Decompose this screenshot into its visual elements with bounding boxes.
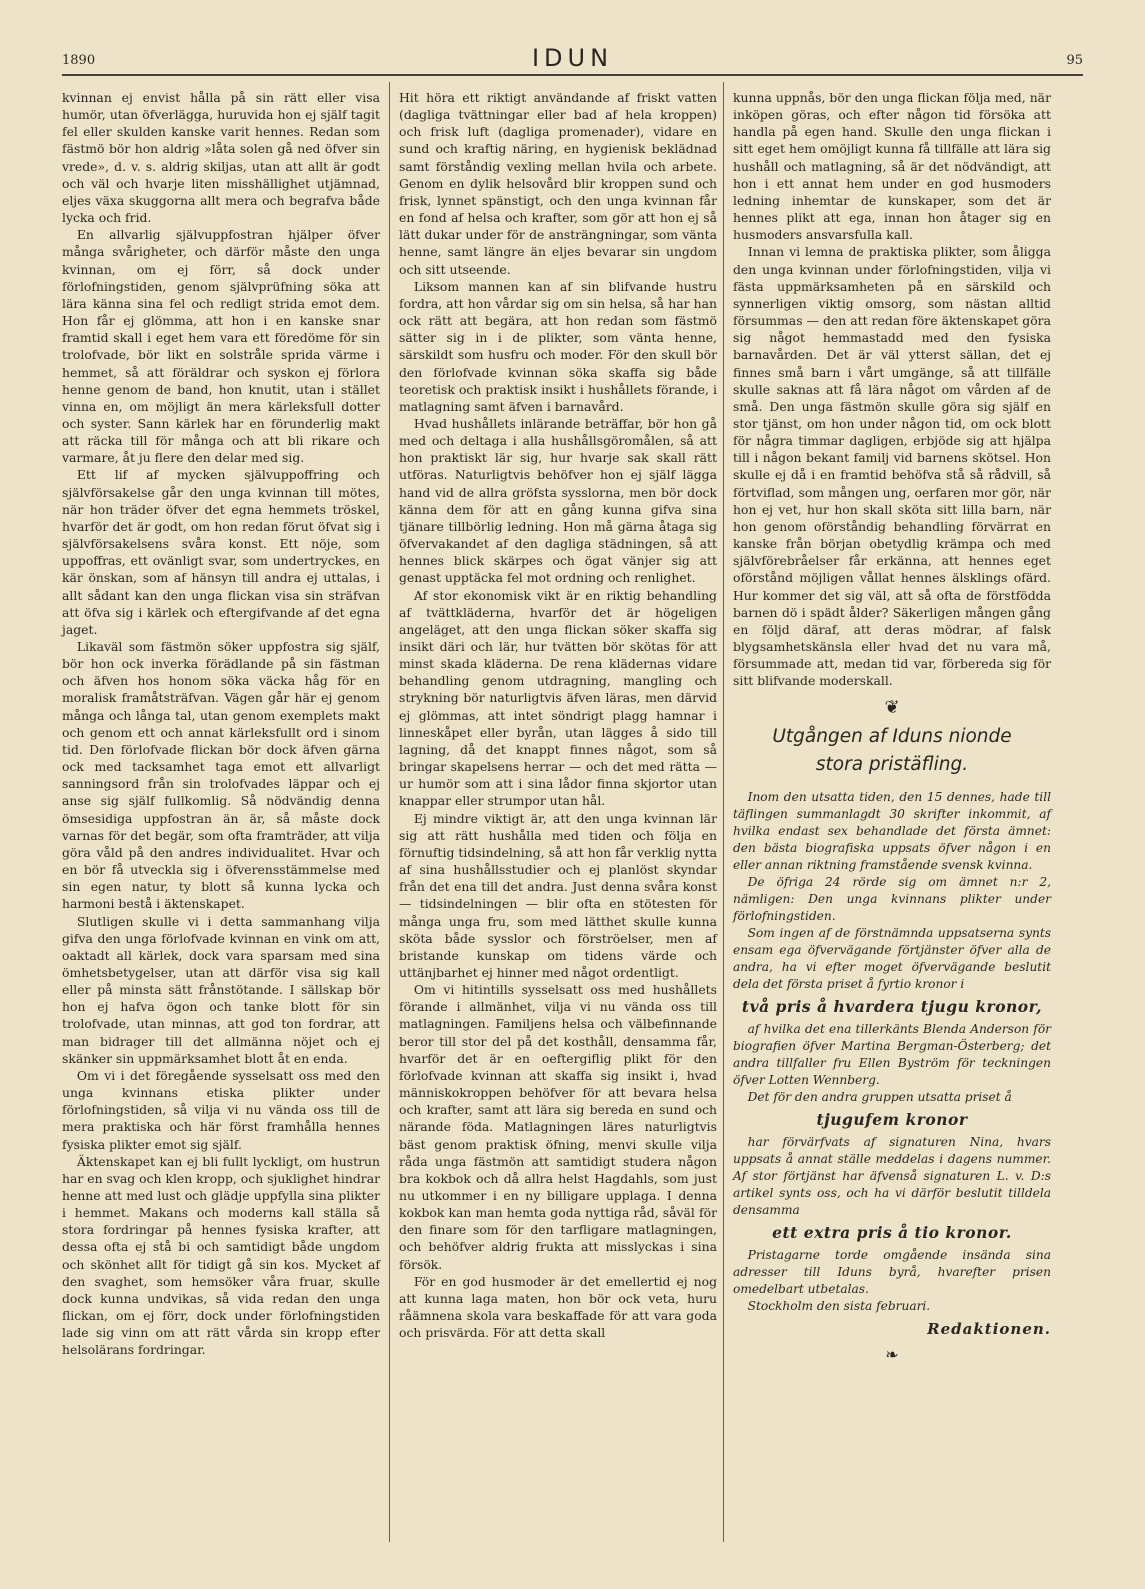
column-3 xyxy=(733,89,1051,1363)
notice-paragraph: har förvärfvats af signaturen Nina, hvars uppsats å annat ställe meddelas i dagens nummer. Af stor förtjänst har äfvenså signaturen L. v. D:s artikel synts oss, och ha vi därför beslutit tilldela densamma xyxy=(733,1134,1051,1217)
paragraph: Äktenskapet kan ej bli fullt lyckligt, om hustrun har en svag och klen kropp, och sjuklighet hindrar henne att med lust och glädje uppfylla sina plikter i hemmet. Makans och moderns kall ställa så stora fordringar på hennes fysiska krafter, att dessa ofta ej stå bi och samtidigt både ungdom och skönhet allt för tidigt gå sin kos. Mycket af den svaghet, som hemsöker våra fruar, skulle dock kunna undvikas, så vida redan den unga flickan, om ej förr, dock under förlofningstiden lade sig vinn om att rätt vårda sin kropp efter helsolärans fordringar. xyxy=(62,1153,380,1358)
notice-paragraph: Som ingen af de förstnämnda uppsatserna synts ensam ega öfvervägande förtjänster öfver alla de andra, ha vi efter moget öfvervägande beslutit dela det första priset å fyrtio kronor i xyxy=(733,925,1051,991)
paragraph: kvinnan ej envist hålla på sin rätt eller visa humör, utan öfverlägga, huruvida hon ej själf tagit fel eller skulden kanske varit hennes. Redan som fästmö bör hon aldrig »låta solen gå ned öfver sin vrede», d. v. s. aldrig skiljas, utan att allt är godt och väl och hvarje liten misshällighet utjämnad, eljes växa skuggorna allt mera och begrafva både lycka och frid. xyxy=(62,90,380,226)
notice-paragraph: Pristagarne torde omgående insända sina adresser till Iduns byrå, hvarefter prisen omedelbart utbetalas. xyxy=(733,1247,1051,1296)
paragraph: För en god husmoder är det emellertid ej nog att kunna laga maten, hon bör ock veta, huru råämnena skola vara beskaffade för att vara goda och prisvärda. För att detta skall xyxy=(399,1273,717,1341)
notice-title-line-2: stora pristäfling. xyxy=(815,753,969,775)
paragraph: Slutligen skulle vi i detta sammanhang vilja gifva den unga förlofvade kvinnan en vink om att, oaktadt all kärlek, dock vara sparsam med sina ömhetsbetygelser, utan att därför visa sig kall eller på minsta sätt frånstötande. I sällskap bör hon ej hafva ögon och tanke blott för sin trolofvade, utan minnas, att god ton fordrar, att man bidrager till det allmänna nöjet och ej skänker sin uppmärksamhet blott åt en enda. xyxy=(62,913,380,1066)
notice-paragraph: af hvilka det ena tillerkänts Blenda Anderson för biografien öfver Martina Bergman-Österberg; det andra tillfaller fru Ellen Byström för teckningen öfver Lotten Wennberg. xyxy=(733,1021,1051,1087)
paragraph: Liksom mannen kan af sin blifvande hustru fordra, att hon vårdar sig om sin helsa, så har han ock rätt att begära, att hon redan som fästmö sätter sig in i de plikter, som vänta henne, särskildt som husfru och moder. För den skull bör den förlofvade kvinnan söka skaffa sig både teoretisk och praktisk insikt i hushållets förande, i matlagning samt äfven i barnavård. xyxy=(399,278,717,414)
notice-paragraph: Det för den andra gruppen utsatta priset å xyxy=(747,1089,1012,1104)
page-number: 95 xyxy=(1066,53,1083,68)
paragraph: Af stor ekonomisk vikt är en riktig behandling af tvättkläderna, hvarför det är högeligen angeläget, att den unga flickan söker skaffa sig insikt däri och lär, hur tvätten bör skötas för att minst skada kläderna. De rena klädernas vidare behandling genom utdragning, mangling och strykning bör naturligtvis äfven läras, men därvid ej glömmas, att intet söndrigt plagg hamnar i linneskåpet eller byrån, utan lägges å sido till lagning, då det knappt finnes något, som så bringar skapelsens herrar — och det med rätta — ur humör som att i sina lådor finna skjortor utan knappar eller strumpor utan hål. xyxy=(399,587,717,809)
prize-amount: två pris å hvardera tjugu kronor, xyxy=(741,996,1043,1016)
paragraph: Ett lif af mycken självuppoffring och självförsakelse går den unga kvinnan till mötes, när hon träder öfver det egna hemmets tröskel, hvarför det är godt, om hon redan förut öfvat sig i självförsakelsens svåra konst. Ett nöje, som uppoffras, ett ovänligt svar, som undertryckes, en kär önskan, som af hänsyn till andra ej uttalas, i allt sådant kan den unga flickan visa sin sträfvan att öfva sig i kärlek och eftergifvande af det egna jaget. xyxy=(62,467,380,637)
prize-notice xyxy=(733,723,1051,1338)
notice-place-date: Stockholm den sista februari. xyxy=(747,1298,931,1313)
prize-amount: ett extra pris å tio kronor. xyxy=(772,1222,1012,1242)
paragraph: kunna uppnås, bör den unga flickan följa med, när inköpen göras, och efter någon tid försöka att handla på egen hand. Skulle den unga flickan i sitt eget hem omöjligt kunna få tillfälle att lära sig hushåll och matlagning, så är det nödvändigt, att hon i ett annat hem under en god husmoders ledning inhemtar de kunskaper, som det är hennes plikt att ega, innan hon åtager sig en husmoders ansvarsfulla kall. xyxy=(733,90,1051,243)
page-year: 1890 xyxy=(62,53,96,68)
paragraph: En allvarlig självuppfostran hjälper öfver många svårigheter, och därför måste den unga kvinnan, om ej förr, så dock under förlofningstiden, genom självprüfning söka att lära känna sina fel och redligt strida emot dem. Hon får ej glömma, att hon i en kanske snar framtid skall i eget hem vara ett föredöme för sin trolofvade, bör likt en solstråle sprida värme i hemmet, så att föräldrar och syskon ej förlora henne genom de band, hon knutit, utan i stället vinna en, om möjligt än mera kärleksfull dotter och syster. Sann kärlek har en förunderlig makt att räcka till för många och att bli rikare och varmare, åt ju flere den delar med sig. xyxy=(62,227,380,466)
notice-paragraph: Inom den utsatta tiden, den 15 dennes, hade till täflingen summanlagdt 30 skrifter inkommit, af hvilka endast sex behandlade det första ämnet: den bästa biografiska uppsats öfver någon i en eller annan riktning framstående svensk kvinna. xyxy=(733,789,1051,872)
paragraph: Om vi hitintills sysselsatt oss med hushållets förande i allmänhet, vilja vi nu vända oss till matlagningen. Familjens helsa och välbefinnande beror till stor del på det kosthåll, densamma får, hvarför det är en oeftergiflig plikt för den förlofvade kvinnan att skaffa sig insikt i, hvad människokroppen behöfver för att bevara helsa och krafter, samt att lära sig bereda en sund och närande föda. Matlagningen läres naturligtvis bäst genom praktisk öfning, menvi skulle vilja råda unga fästmön att samtidigt studera någon bra kokbok och då allra helst Hagdahls, som just nu utkommer i en ny billigare upplaga. I denna kokbok kan man hemta goda nyttiga råd, såväl för den finare som för den tarfligare matlagningen, och behöfver aldrig frukta att misslyckas i sina försök. xyxy=(399,982,717,1272)
paragraph: Hit höra ett riktigt användande af friskt vatten (dagliga tvättningar eller bad af hela kroppen) och frisk luft (dagliga promenader), vidare en sund och kraftig näring, en hygienisk beklädnad samt förståndig vexling mellan hvila och arbete. Genom en dylik helsovård blir kroppen sund och frisk, lynnet spänstigt, och den unga kvinnan får en fond af helsa och krafter, som gör att hon ej så lätt dukar under för de ansträngningar, som vänta henne, samt längre än eljes bevarar sin ungdom och sitt utseende. xyxy=(399,90,717,277)
paragraph: Hvad hushållets inlärande beträffar, bör hon gå med och deltaga i alla hushållsgöromålen, så att hon praktiskt lär sig, hur hvarje sak skall rätt utföras. Naturligtvis behöfver hon ej själf lägga hand vid de allra gröfsta sysslorna, men bör dock känna dem för att en gång kunna gifva sina tjänare tillbörlig ledning. Hon må gärna åtaga sig öfvervakandet af den dagliga städningen, så att hennes blick skärpes och ögat vänjer sig att genast upptäcka fel mot ordning och renlighet. xyxy=(399,415,717,586)
paragraph: Innan vi lemna de praktiska plikter, som åligga den unga kvinnan under förlofningstiden, vilja vi fästa uppmärksamheten på en särskild och synnerligen viktig omsorg, som nästan alltid försummas — den att redan före äktenskapet göra sig något hemmastadd med den fysiska barnavården. Det är väl ytterst sällan, det ej finnes små barn i vårt umgänge, så att tillfälle skulle saknas att få lära något om vården af de små. Den unga fästmön skulle göra sig själf en stor tjänst, om hon under någon tid, om ock blott för några timmar dagligen, erbjöde sig att hjälpa till i någon bekant familj vid barnens skötsel. Hon skulle ej då i en framtid behöfva stå så rådvill, så förtviflad, som mången ung, oerfaren mor gör, när hon ej vet, hur hon skall sköta sitt lilla barn, när hon genom oförståndig behandling förvärrat en kanske från början obetydlig krämpa och med självförebråelser får erkänna, att hennes eget oförstånd möjligen vållat hennes älsklings ofärd. Hur kommer det sig väl, att så ofta de förstfödda barnen dö i spädt ålder? Säkerligen mången gång en följd däraf, att deras mödrar, af falsk blygsamhetskänsla eller hvad det nu vara må, försummade att, medan tid var, förbereda sig för sitt blifvande moderskall. xyxy=(733,244,1051,689)
paragraph: Om vi i det föregående sysselsatt oss med den unga kvinnans etiska plikter under förlofningstiden, så vilja vi nu vända oss till de mera praktiska och här först framhålla hennes fysiska plikter emot sig själf. xyxy=(62,1067,380,1152)
paragraph: Likaväl som fästmön söker uppfostra sig själf, bör hon ock inverka förädlande på sin fästman och äfven hos honom söka väcka håg för en moralisk framåtsträfvan. Vägen går här ej genom många och långa tal, utan genom exemplets makt och genom ett och annat kärleksfullt ord i sinom tid. Den förlofvade flickan bör dock äfven gärna ock med tacksamhet taga emot ett allvarligt sanningsord från sin trolofvades läppar och ej anse sig själf fullkomlig. Så nödvändig denna ömsesidiga uppfostran än är, så måste dock varnas för det begär, som ofta framträder, att vilja göra våld på den andres individualitet. Hvar och en bör få utveckla sig i öfverensstämmelse med sin egen natur, ty blott så kunna lycka och harmoni bestå i äktenskapet. xyxy=(62,639,380,912)
notice-paragraph: De öfriga 24 rörde sig om ämnet n:r 2, nämligen: Den unga kvinnans plikter under förlofningstiden. xyxy=(733,874,1051,923)
running-head xyxy=(62,46,1083,76)
column-2 xyxy=(399,89,717,1341)
notice-title-line-1: Utgången af Iduns nionde xyxy=(772,725,1012,747)
column-1 xyxy=(62,89,380,1359)
end-ornament-icon: ❧ xyxy=(885,1344,899,1364)
column-rule xyxy=(723,82,724,1542)
paragraph: Ej mindre viktigt är, att den unga kvinnan lär sig att rätt hushålla med tiden och följa en förnuftig tidsindelning, så att hon får verklig nytta af sina hushållsstudier och ej planlöst skyndar från det ena till det andra. Just denna svåra konst — tidsindelningen — blir ofta en stötesten för många unga fru, som med lätthet skulle kunna sköta både sysslor och förströelser, men af bristande kunskap om tidens värde och uttänjbarhet ej hinner med något ordentligt. xyxy=(399,810,717,980)
masthead-title: IDUN xyxy=(531,44,614,72)
flourish-ornament-icon: ❦ xyxy=(884,697,900,719)
column-rule xyxy=(389,82,390,1542)
notice-title xyxy=(733,723,1051,779)
prize-amount: tjugufem kronor xyxy=(816,1109,968,1129)
notice-signature: Redaktionen. xyxy=(927,1319,1051,1338)
